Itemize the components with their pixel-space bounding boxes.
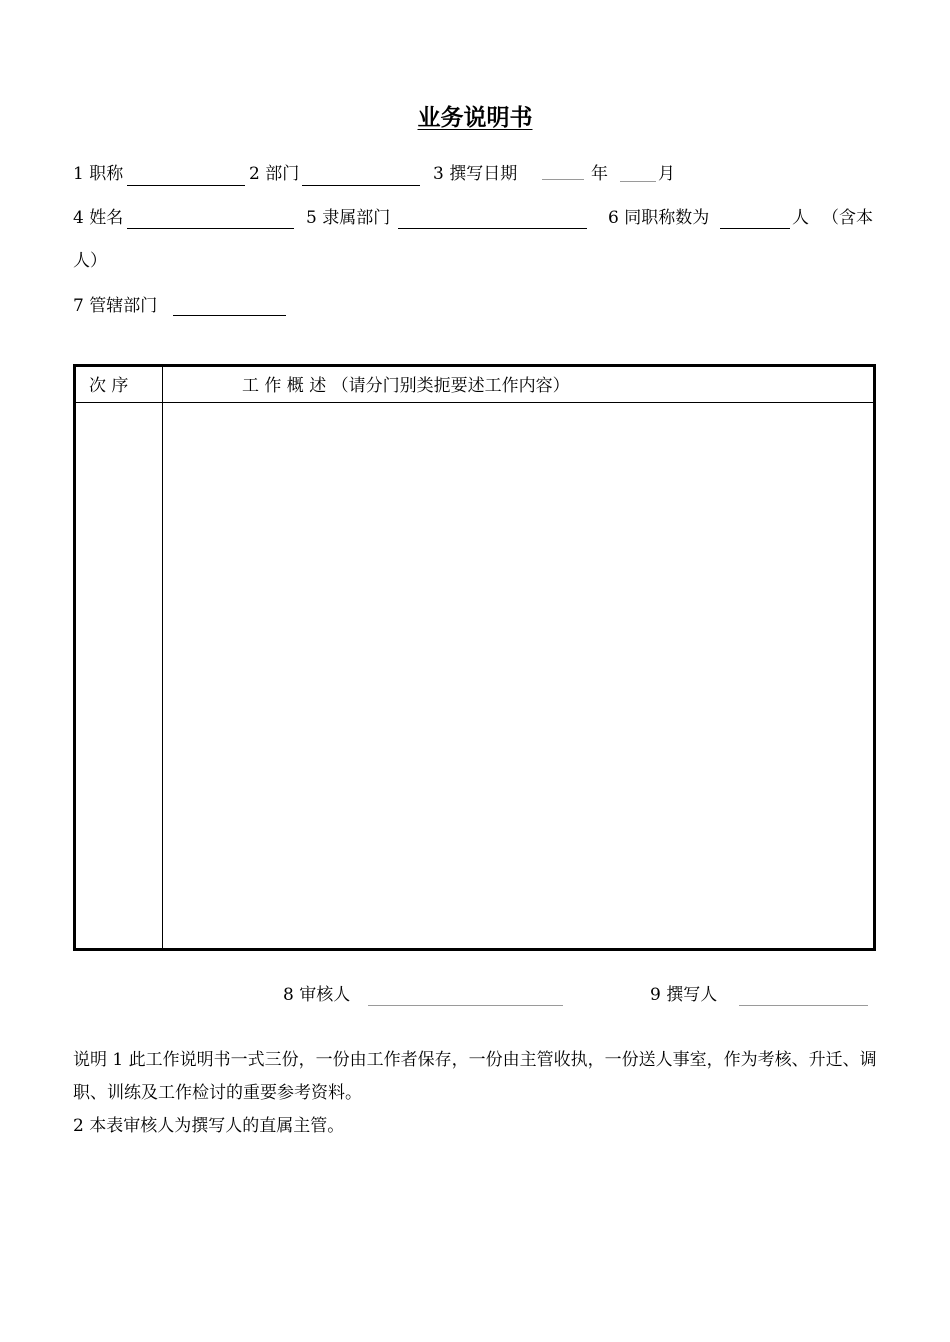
name-field[interactable]: [127, 228, 294, 229]
write-date-label: 3 撰写日期: [433, 164, 518, 184]
note-line-1: 说明 1 此工作说明书一式三份，一份由工作者保存，一份由主管收执，一份送人事室，作为考核、升迁、调职、训练及工作检讨的重要参考资料。: [73, 1050, 877, 1103]
sequence-cell[interactable]: [76, 404, 162, 948]
writer-label: 9 撰写人: [650, 985, 718, 1005]
person-unit-label: 人: [792, 208, 809, 228]
year-label: 年: [591, 164, 608, 184]
parent-department-field[interactable]: [398, 228, 587, 229]
document-title: 业务说明书: [417, 104, 533, 131]
managed-department-label: 7 管辖部门: [73, 296, 158, 316]
parent-department-label: 5 隶属部门: [306, 208, 391, 228]
writer-field[interactable]: [739, 1005, 868, 1006]
note-line-2: 2 本表审核人为撰写人的直属主管。: [73, 1116, 345, 1136]
same-title-count-label: 6 同职称数为: [608, 208, 710, 228]
work-summary-table: [73, 364, 876, 951]
job-title-label: 1 职称: [73, 164, 124, 184]
including-self-open: （含本: [822, 208, 873, 228]
department-field[interactable]: [302, 185, 420, 186]
same-title-count-field[interactable]: [720, 228, 790, 229]
reviewer-label: 8 审核人: [283, 985, 351, 1005]
job-title-field[interactable]: [127, 185, 245, 186]
month-label: 月: [658, 164, 675, 184]
name-label: 4 姓名: [73, 208, 124, 228]
managed-department-field[interactable]: [173, 315, 286, 316]
table-header-divider: [76, 402, 873, 403]
month-field[interactable]: [620, 181, 656, 182]
year-field[interactable]: [542, 179, 584, 180]
table-header-sequence: 次 序: [89, 376, 129, 396]
table-column-divider: [162, 367, 163, 948]
including-self-close: 人）: [73, 251, 107, 271]
reviewer-field[interactable]: [368, 1005, 563, 1006]
description-cell[interactable]: [164, 404, 873, 948]
table-header-description: 工 作 概 述 （请分门别类扼要述工作内容）: [242, 376, 570, 396]
department-label: 2 部门: [249, 164, 300, 184]
